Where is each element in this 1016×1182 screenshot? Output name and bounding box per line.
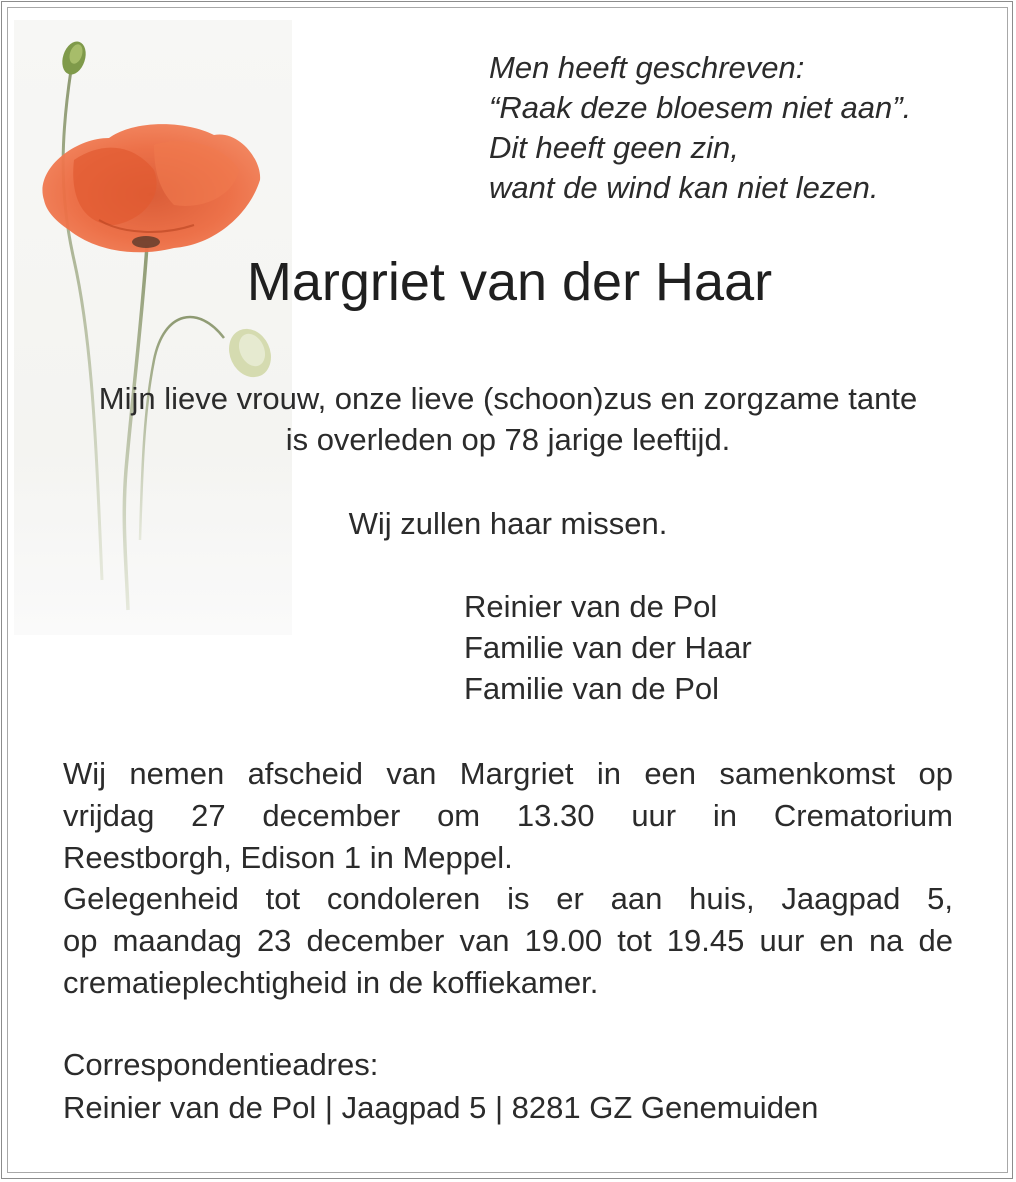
top-bud-icon [58, 38, 89, 77]
signer: Reinier van de Pol [464, 589, 718, 624]
signer: Familie van der Haar [464, 630, 752, 665]
lower-bud-icon [221, 322, 278, 384]
announcement-line: is overleden op 78 jarige leeftijd. [285, 422, 731, 457]
poem-line: want de wind kan niet lezen. [489, 170, 879, 205]
farewell-line: Reestborgh, Edison 1 in Meppel. [63, 840, 513, 875]
signers [464, 586, 752, 709]
poem [489, 48, 911, 208]
condolence-paragraph [63, 878, 953, 1004]
correspondence-block [63, 1043, 818, 1129]
farewell-paragraph [63, 753, 953, 879]
correspondence-label: Correspondentieadres: [63, 1047, 379, 1082]
farewell-line: Wij nemen afscheid van Margriet in een samenkomst op [63, 756, 953, 791]
announcement [0, 378, 1016, 460]
poem-line: Men heeft geschreven: [489, 50, 805, 85]
deceased-name: Margriet van der Haar [246, 252, 773, 312]
missing-statement: Wij zullen haar missen. [348, 506, 668, 541]
condolence-line: crematieplechtigheid in de koffiekamer. [63, 965, 599, 1000]
poem-line: Dit heeft geen zin, [489, 130, 739, 165]
poem-line: “Raak deze bloesem niet aan”. [489, 90, 912, 125]
poppy-flower-icon [42, 124, 260, 252]
condolence-line: Gelegenheid tot condoleren is er aan huis, Jaagpad 5, [63, 881, 953, 916]
farewell-line: vrijdag 27 december om 13.30 uur in Crematorium [63, 798, 953, 833]
condolence-line: op maandag 23 december van 19.00 tot 19.45 uur en na de [63, 923, 953, 958]
signer: Familie van de Pol [464, 671, 720, 706]
announcement-line: Mijn lieve vrouw, onze lieve (schoon)zus en zorgzame tante [98, 381, 918, 416]
correspondence-address: Reinier van de Pol | Jaagpad 5 | 8281 GZ Genemuiden [63, 1090, 819, 1125]
